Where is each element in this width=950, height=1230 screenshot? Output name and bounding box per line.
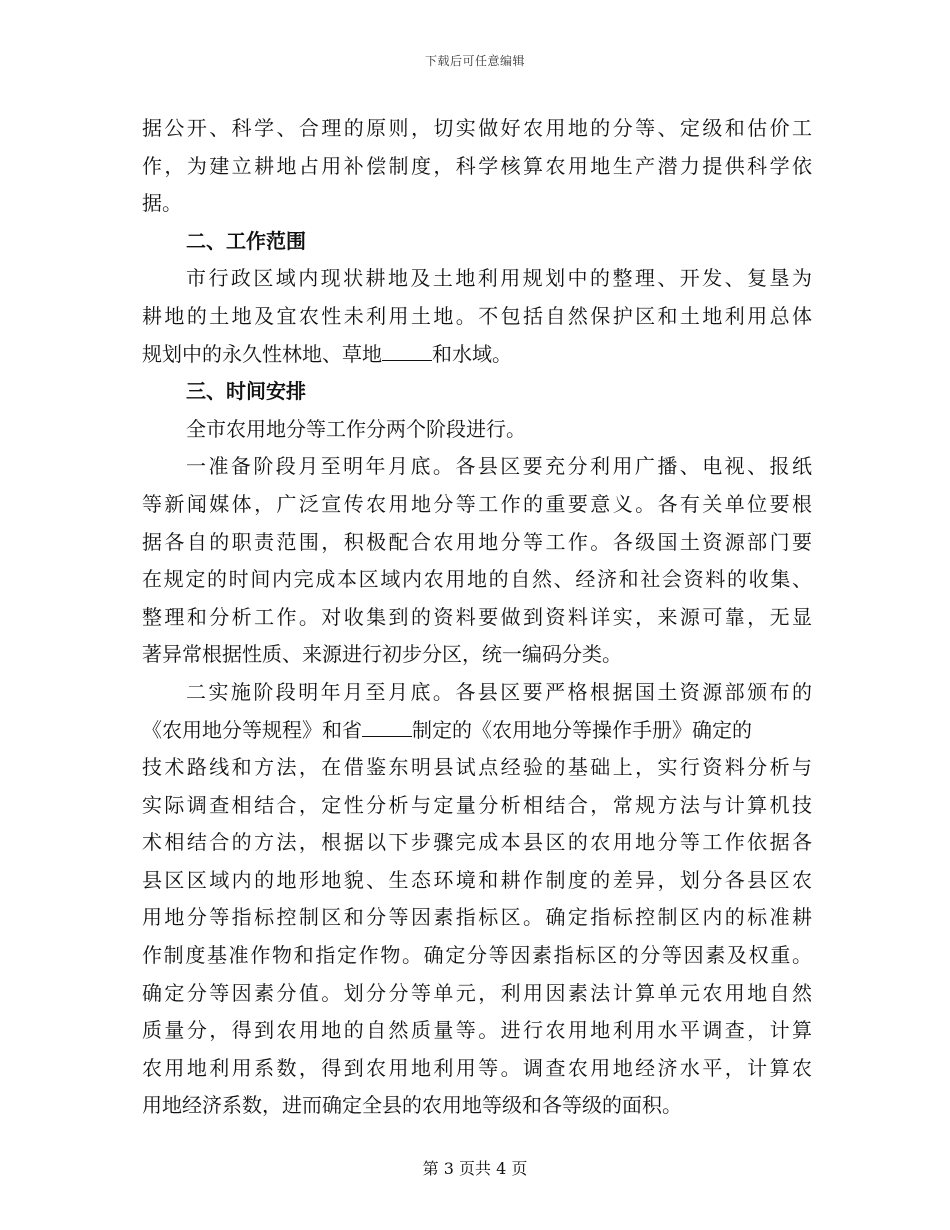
text-line: 作制度基准作物和指定作物。确定分等因素指标区的分等因素及权重。 — [142, 943, 812, 968]
text-line — [142, 336, 812, 374]
text-line: 用地分等指标控制区和分等因素指标区。确定指标控制区内的标准耕 — [142, 905, 812, 930]
text-line: 在规定的时间内完成本区域内农用地的自然、经济和社会资料的收集、 — [142, 567, 812, 592]
text-line: 全市农用地分等工作分两个阶段进行。 — [186, 416, 526, 441]
text-line: 技术路线和方法，在借鉴东明县试点经验的基础上，实行资料分析与 — [142, 755, 812, 780]
text-line: 农用地利用系数，得到农用地利用等。调查农用地经济水平，计算农 — [142, 1055, 812, 1080]
text-line — [142, 712, 812, 750]
page-header-note: 下载后可任意编辑 — [424, 54, 525, 68]
blank-underline — [382, 342, 432, 361]
text-line: 据各自的职责范围，积极配合农用地分等工作。各级国土资源部门要 — [142, 529, 812, 554]
page-number: 第 3 页共 4 页 — [422, 1159, 528, 1178]
blank-underline — [362, 718, 412, 737]
text-segment: 和水域。 — [432, 341, 512, 366]
text-segment: 《农用地分等规程》和省 — [142, 717, 362, 742]
text-line: 著异常根据性质、来源进行初步分区，统一编码分类。 — [142, 642, 622, 667]
section-heading-schedule: 三、时间安排 — [186, 379, 306, 404]
text-line: 用地经济系数，进而确定全县的农用地等级和各等级的面积。 — [142, 1093, 682, 1118]
document-body — [142, 110, 812, 1125]
text-line: 一准备阶段月至明年月底。各县区要充分利用广播、电视、报纸 — [186, 454, 812, 479]
text-line: 术相结合的方法，根据以下步骤完成本县区的农用地分等工作依据各 — [142, 830, 812, 855]
section-heading-scope: 二、工作范围 — [186, 228, 306, 253]
text-line: 县区区域内的地形地貌、生态环境和耕作制度的差异，划分各县区农 — [142, 867, 812, 892]
text-line: 确定分等因素分值。划分分等单元，利用因素法计算单元农用地自然 — [142, 980, 812, 1005]
text-line: 市行政区域内现状耕地及土地利用规划中的整理、开发、复垦为 — [186, 266, 812, 291]
text-line: 等新闻媒体，广泛宣传农用地分等工作的重要意义。各有关单位要根 — [142, 491, 812, 516]
text-line: 据。 — [142, 191, 182, 216]
text-segment: 制定的《农用地分等操作手册》确定的 — [412, 717, 752, 742]
text-line: 质量分，得到农用地的自然质量等。进行农用地利用水平调查，计算 — [142, 1018, 812, 1043]
text-line: 实际调查相结合，定性分析与定量分析相结合，常规方法与计算机技 — [142, 792, 812, 817]
text-line: 整理和分析工作。对收集到的资料要做到资料详实，来源可靠，无显 — [142, 604, 812, 629]
text-line: 作，为建立耕地占用补偿制度，科学核算农用地生产潜力提供科学依 — [142, 153, 812, 178]
text-segment: 规划中的永久性林地、草地 — [142, 341, 382, 366]
text-line: 耕地的土地及宜农性未利用土地。不包括自然保护区和土地利用总体 — [142, 303, 812, 328]
text-line: 二实施阶段明年月至月底。各县区要严格根据国土资源部颁布的 — [186, 679, 812, 704]
text-line: 据公开、科学、合理的原则，切实做好农用地的分等、定级和估价工 — [142, 116, 812, 140]
